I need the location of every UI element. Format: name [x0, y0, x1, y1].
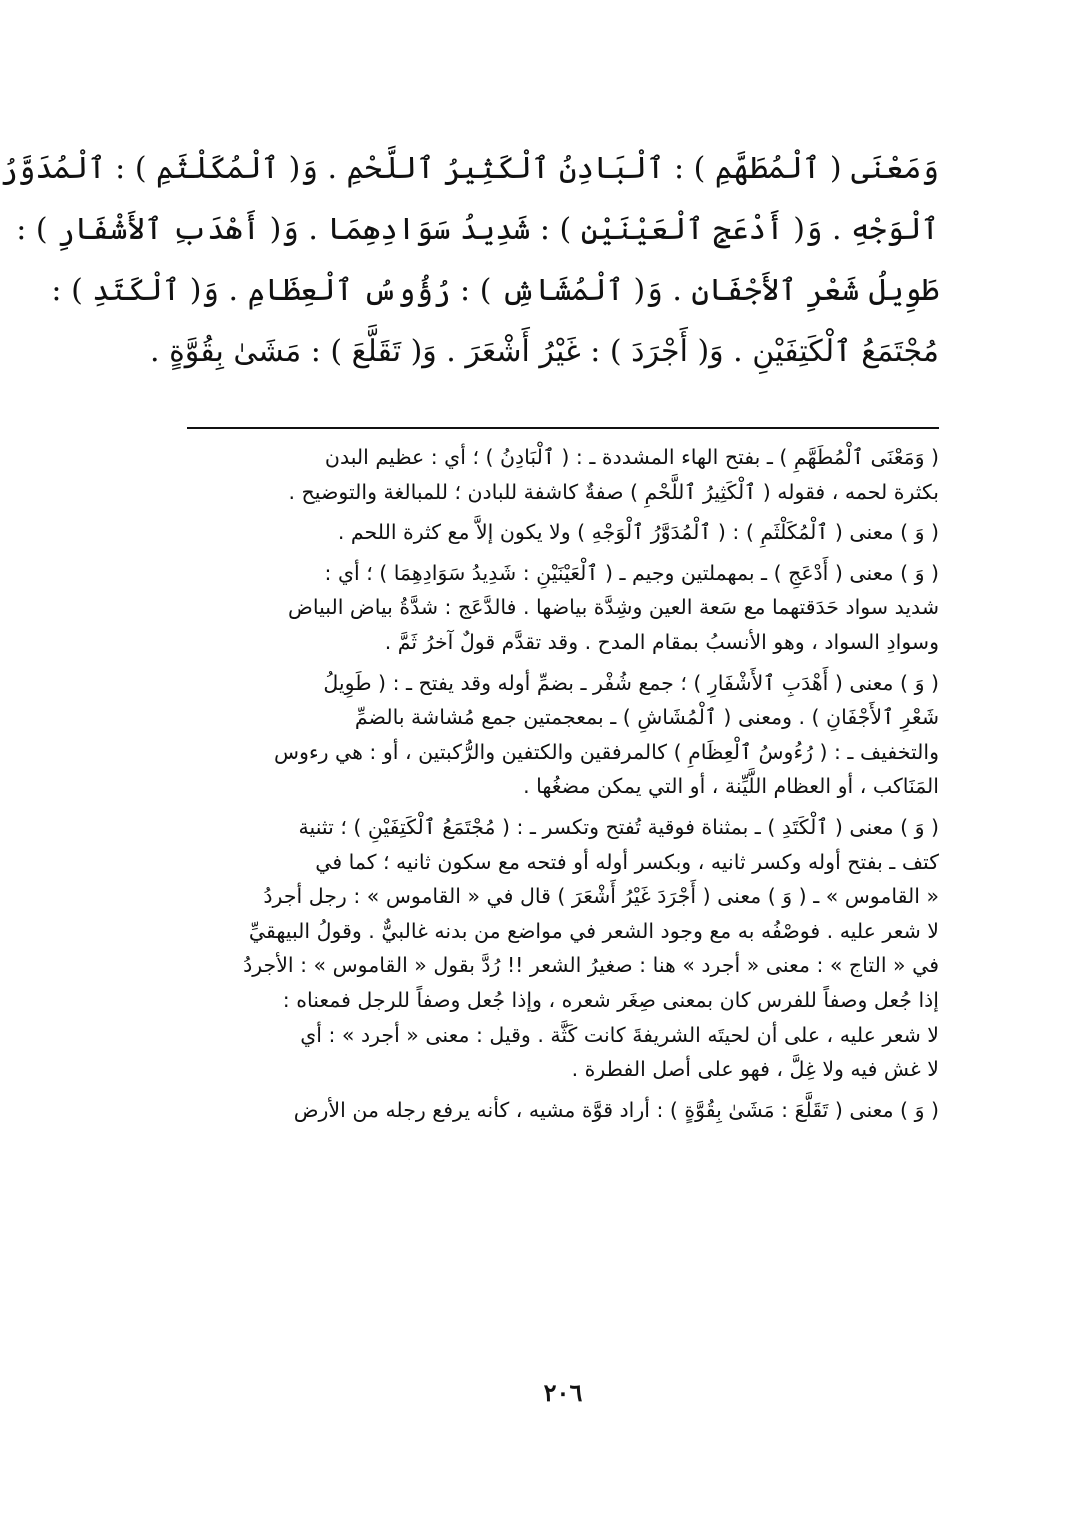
- commentary-paragraph: [187, 1093, 939, 1128]
- commentary-line: بكثرة لحمه ، فقوله ( ٱلْكَثِيرُ ٱللَّحْمِ ) صفةٌ كاشفة للبادن ؛ للمبالغة والتوضيح .: [288, 479, 939, 504]
- commentary-line: إذا جُعل وصفاً للفرس كان بمعنى صِغَر شعره ، وإذا جُعل وصفاً للرجل فمعناه :: [282, 987, 939, 1012]
- main-text-block: [0, 138, 939, 382]
- commentary-paragraph: [187, 666, 939, 804]
- commentary-line: « القاموس » ـ ( وَ ) معنى ( أَجْرَدَ غَيْرُ أَشْعَرَ ) قال في « القاموس » : رجل أجردُ: [263, 884, 939, 909]
- commentary-line: ( وَ ) معنى ( أَهْدَبِ ٱلأَشْفَارِ ) ؛ جمع شُفْر ـ بضمِّ أوله وقد يفتح ـ : ( طَوِيلُ: [323, 670, 939, 695]
- page-number: ٢٠٦: [543, 1378, 583, 1407]
- commentary-line: شَعْرِ ٱلأَجْفَانِ ) . ومعنى ( ٱلْمُشَاشِ ) ـ بمعجمتين جمع مُشاشة بالضمِّ: [354, 705, 939, 730]
- commentary-line: في « التاج » : معنى « أجرد » هنا : صغيرُ الشعر !! رُدَّ بقول « القاموس » : الأجردُ: [243, 953, 939, 978]
- commentary-line: ( وَ ) معنى ( تَقَلَّعَ : مَشَىٰ بِقُوَّةٍ ) : أراد قوَّة مشيه ، كأنه يرفع رجله من الأرض: [293, 1097, 939, 1122]
- commentary-line: شديد سواد حَدَقتهما مع سَعة العين وشِدَّة بياضها . فالدَّعَج : شدَّةُ بياض البياض: [288, 595, 939, 620]
- commentary-paragraph: [187, 556, 939, 660]
- commentary-line: لا غش فيه ولا غِلَّ ، فهو على أصل الفطرة .: [571, 1057, 939, 1082]
- commentary-line: كتف ـ بفتح أوله وكسر ثانيه ، وبكسر أوله أو فتحه مع سكون ثانيه ؛ كما في: [315, 849, 939, 874]
- commentary-paragraph: [187, 440, 939, 509]
- commentary-line: ( وَ ) معنى ( ٱلْمُكَلْثَمِ ) : ( ٱلْمُدَوَّرُ ٱلْوَجْهِ ) ولا يكون إلاَّ مع كثرة اللحم .: [337, 520, 939, 545]
- commentary-line: ( وَ ) معنى ( أَدْعَجِ ) ـ بمهملتين وجيم ـ ( ٱلْعَيْنَيْنِ : شَدِيدُ سَوَادِهِمَا ) ؛ أي :: [324, 560, 939, 585]
- commentary-line: والتخفيف ـ : ( رُءُوسُ ٱلْعِظَامِ ) كالمرفقين والكتفين والرُّكبتين ، أو : هي رءوس: [274, 739, 939, 764]
- commentary-line: ( وَ ) معنى ( ٱلْكَتَدِ ) ـ بمثناة فوقية تُفتح وتكسر ـ : ( مُجْتَمَعُ ٱلْكَتِفَيْنِ ) ؛ تثنية: [298, 814, 939, 839]
- main-text-line: ٱلْوَجْهِ . وَ( أَدْعَجِ ٱلْعَيْنَيْنِ ) : شَدِيدُ سَوَادِهِمَا . وَ( أَهْدَبِ ٱلأَشْفَارِ ) :: [16, 212, 939, 247]
- footnote-divider: [187, 427, 939, 429]
- commentary-block: [187, 440, 939, 1133]
- commentary-paragraph: [187, 810, 939, 1087]
- main-text-line: مُجْتَمَعُ ٱلْكَتِفَيْنِ . وَ( أَجْرَدَ ) : غَيْرُ أَشْعَرَ . وَ( تَقَلَّعَ ) : مَشَىٰ بِقُوَّةٍ .: [150, 334, 939, 369]
- commentary-line: وسوادِ السواد ، وهو الأنسبُ بمقام المدح . وقد تقدَّم قولٌ آخرُ ثَمَّ .: [384, 629, 939, 654]
- commentary-line: لا شعر عليه . فوصْفُه به مع وجود الشعر في مواضع من بدنه غالبيٌّ . وقولُ البيهقيِّ: [248, 918, 939, 943]
- main-text-line: طَوِيلُ شَعْرِ ٱلأَجْفَانِ . وَ( ٱلْمُشَاشِ ) : رُؤُوسُ ٱلْعِظَامِ . وَ( ٱلْكَتَدِ ) :: [51, 273, 939, 308]
- commentary-line: المَنَاكب ، أو العظام اللَّيِّنة ، أو التي يمكن مضغُها .: [523, 774, 939, 799]
- commentary-paragraph: [187, 515, 939, 550]
- commentary-line: لا شعر عليه ، على أن لحيتَه الشريفةَ كانت كَثَّة . وقيل : معنى « أجرد » : أي: [300, 1022, 939, 1047]
- main-text-line: وَمَعْنَى ( ٱلْمُطَهَّمِ ) : ٱلْبَادِنُ ٱلْكَثِيرُ ٱللَّحْمِ . وَ( ٱلْمُكَلْثَمِ ) : ٱلْمُدَوَّرُ: [0, 151, 939, 186]
- commentary-line: ( وَمَعْنَى ٱلْمُطَهَّمِ ) ـ بفتح الهاء المشددة ـ : ( ٱلْبَادِنُ ) ؛ أي : عظيم البدن: [324, 445, 939, 469]
